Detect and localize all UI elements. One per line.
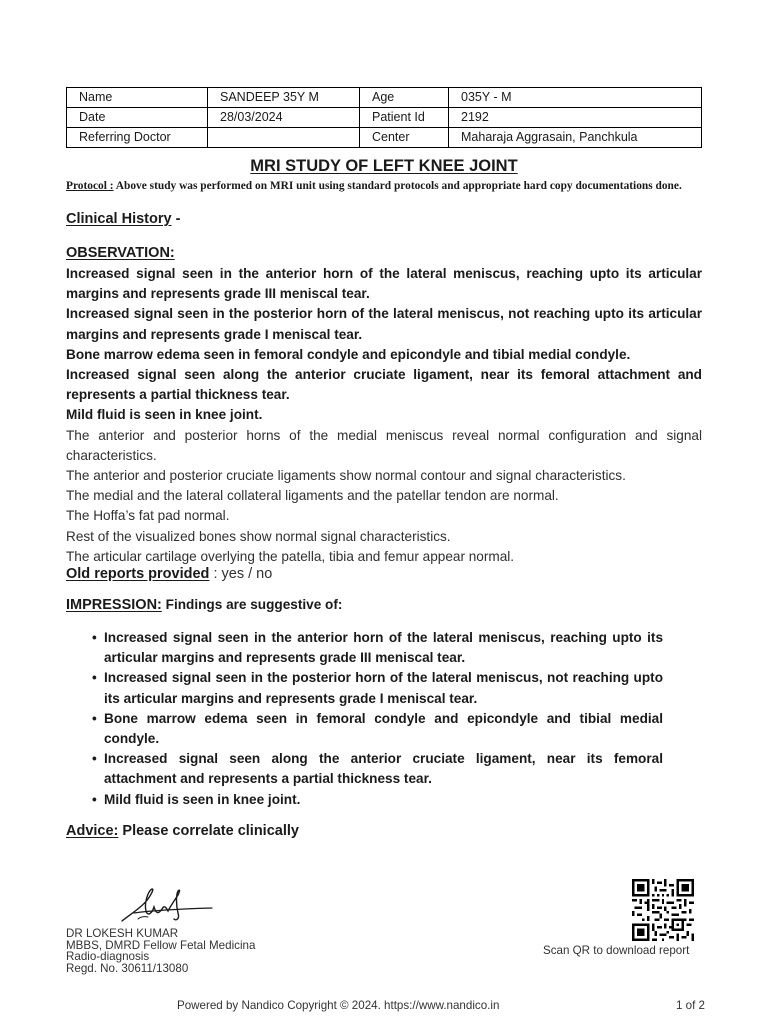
impression-list [90,628,663,810]
doctor-details [66,928,255,974]
name-label: Name [67,88,208,108]
name-value: SANDEEP 35Y M [208,88,360,108]
finding-abnormal: Increased signal seen in the anterior horn of the lateral meniscus, reaching upto its articular margins and represents grade III meniscal tear. [66,266,702,302]
doctor-registration: Regd. No. 30611/13080 [66,961,189,975]
observation-heading [66,244,175,262]
finding-normal: The medial and the lateral collateral ligaments and the patellar tendon are normal. [66,488,559,504]
patient-info-table [66,87,702,148]
list-item: • Mild fluid is seen in knee joint. [90,790,663,810]
advice-label: Advice: [66,823,119,839]
list-item: • Increased signal seen in the anterior horn of the lateral meniscus, reaching upto its articular margins and represents grade III meniscal tear. [90,628,663,668]
old-reports [66,566,272,582]
protocol-label: Protocol : [66,180,114,192]
finding-normal: The Hoffa’s fat pad normal. [66,508,230,524]
age-label: Age [360,88,449,108]
page-number: 1 of 2 [676,999,706,1012]
table-row [67,128,702,148]
doctor-qualification: MBBS, DMRD Fellow Fetal Medicina [66,938,256,952]
table-row [67,88,702,108]
old-reports-label: Old reports provided [66,566,210,582]
old-reports-value: : yes / no [213,566,273,582]
report-title [0,157,768,176]
referring-doctor-label: Referring Doctor [67,128,208,148]
list-item: • Bone marrow edema seen in femoral condyle and epicondyle and tibial medial condyle. [90,709,663,749]
footer-text: Powered by Nandico Copyright © 2024. https://www.nandico.in [177,999,500,1012]
impression-label: IMPRESSION: [66,597,162,613]
protocol-text: Above study was performed on MRI unit using standard protocols and appropriate hard copy documentations done. [115,180,682,192]
center-value: Maharaja Aggrasain, Panchkula [449,128,702,148]
patient-id-value: 2192 [449,108,702,128]
finding-normal: The articular cartilage overlying the patella, tibia and femur appear normal. [66,548,515,564]
finding-normal: The anterior and posterior horns of the medial meniscus reveal normal configuration and signal characteristics. [66,427,702,463]
patient-id-label: Patient Id [360,108,449,128]
referring-doctor-value [208,128,360,148]
report-title-text: MRI STUDY OF LEFT KNEE JOINT [250,157,518,175]
table-row [67,108,702,128]
impression-heading [66,597,342,613]
finding-abnormal: Increased signal seen along the anterior cruciate ligament, near its femoral attachment and represents a partial thickness tear. [66,367,702,403]
impression-subtitle: Findings are suggestive of: [165,597,343,612]
finding-normal: Rest of the visualized bones show normal signal characteristics. [66,528,451,544]
advice-text: Please correlate clinically [122,823,299,839]
date-value: 28/03/2024 [208,108,360,128]
doctor-name: DR LOKESH KUMAR [66,927,179,940]
doctor-department: Radio-diagnosis [66,950,150,964]
observation-label: OBSERVATION: [66,245,175,261]
center-label: Center [360,128,449,148]
advice [66,823,299,839]
finding-abnormal: Bone marrow edema seen in femoral condyle and epicondyle and tibial medial condyle. [66,346,631,362]
list-item: • Increased signal seen in the posterior horn of the lateral meniscus, not reaching upto its articular margins and represents grade I meniscal tear. [90,668,663,708]
doctor-signature-icon [118,883,218,929]
finding-abnormal: Mild fluid is seen in knee joint. [66,407,263,423]
clinical-history-value: - [175,211,181,227]
date-label: Date [67,108,208,128]
qr-caption: Scan QR to download report [543,944,690,957]
finding-normal: The anterior and posterior cruciate ligaments show normal contour and signal characteristics. [66,468,626,484]
list-item: • Increased signal seen along the anterior cruciate ligament, near its femoral attachment and represents a partial thickness tear. [90,749,663,789]
clinical-history-label: Clinical History [66,211,172,227]
finding-abnormal: Increased signal seen in the posterior horn of the lateral meniscus, not reaching upto its articular margins and represents grade I meniscal tear. [66,306,702,342]
age-value: 035Y - M [449,88,702,108]
qr-code-icon[interactable] [632,879,694,941]
protocol-statement [66,178,706,194]
observation-body [66,264,702,567]
clinical-history [66,211,180,227]
